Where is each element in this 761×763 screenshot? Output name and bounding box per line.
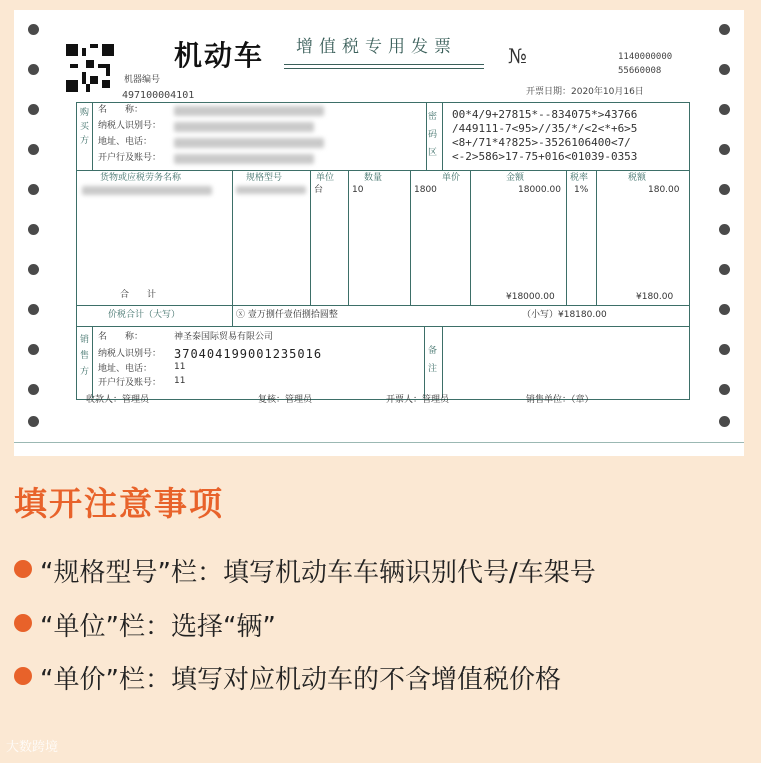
seller-taxid-value: 370404199001235016 (174, 347, 323, 361)
divider (596, 170, 597, 305)
note-item: “单价”栏：填写对应机动车的不含增值税价格 (40, 665, 561, 695)
punch-hole (719, 184, 730, 195)
total-label: 合 计 (120, 290, 157, 300)
punch-hole (719, 344, 730, 355)
total-amount: ¥18000.00 (506, 292, 555, 302)
bullet-icon (14, 614, 32, 632)
seller-bank-label: 开户行及账号： (98, 378, 162, 388)
buyer-address-label: 地址、电话： (98, 137, 153, 147)
grand-total-small: （小写）¥18180.00 (522, 310, 607, 320)
divider (76, 170, 690, 171)
col-unit: 单位 (316, 173, 335, 183)
note-item: “单位”栏：选择“辆” (40, 612, 276, 642)
divider (566, 170, 567, 305)
redacted-field (236, 186, 306, 194)
invoice-image (14, 10, 744, 456)
punch-hole (719, 64, 730, 75)
punch-hole (719, 224, 730, 235)
seller-address-label: 地址、电话： (98, 364, 153, 374)
item-qty: 10 (352, 185, 364, 195)
invoice-code: 1140000000 (618, 52, 673, 62)
punch-hole (719, 384, 730, 395)
punch-hole (719, 104, 730, 115)
punch-hole (28, 64, 39, 75)
bullet-icon (14, 667, 32, 685)
divider (92, 326, 93, 398)
divider (426, 102, 427, 170)
paper-bottom-line (14, 442, 744, 443)
redacted-field (174, 154, 314, 164)
punch-hole (28, 144, 39, 155)
redacted-field (82, 186, 212, 195)
col-amount: 金额 (506, 173, 525, 183)
notes-title: 填开注意事项 (14, 484, 224, 523)
redacted-field (174, 106, 324, 116)
machine-code-label: 机器编号 (124, 75, 161, 85)
invoice-subtitle: 增值税专用发票 (296, 37, 457, 57)
watermark: 大数跨境 (6, 740, 59, 755)
col-spec: 规格型号 (246, 173, 283, 183)
punch-hole (28, 224, 39, 235)
punch-hole (28, 24, 39, 35)
divider (310, 170, 311, 305)
col-rate: 税率 (570, 173, 589, 183)
bullet-icon (14, 560, 32, 578)
grand-total-words: ⓧ 壹万捌仟壹佰捌拾圆整 (236, 310, 338, 320)
item-amount: 18000.00 (518, 185, 561, 195)
issue-date: 开票日期：2020年10月16日 (526, 87, 644, 97)
buyer-taxid-label: 纳税人识别号： (98, 121, 162, 131)
seller-side-label: 销售方 (80, 335, 90, 377)
punch-hole (28, 264, 39, 275)
redacted-field (174, 138, 324, 148)
seller-seal: 销售单位：（章） (526, 395, 594, 405)
divider (232, 305, 233, 326)
divider (232, 170, 233, 305)
seller-name-label: 名 称： (98, 332, 144, 342)
col-tax: 税额 (628, 173, 647, 183)
invoice-number-symbol: № (508, 44, 527, 68)
subtitle-underline (284, 64, 484, 69)
issuer: 开票人：管理员 (386, 395, 450, 405)
payee: 收款人：管理员 (86, 395, 150, 405)
machine-code-value: 497100004101 (122, 90, 195, 101)
invoice-number: 55660008 (618, 66, 662, 76)
seller-address-value: 11 (174, 362, 186, 372)
reviewer: 复核：管理员 (258, 395, 313, 405)
punch-hole (28, 184, 39, 195)
col-qty: 数量 (364, 173, 383, 183)
item-tax: 180.00 (648, 185, 680, 195)
note-item: “规格型号”栏：填写机动车车辆识别代号/车架号 (40, 558, 596, 588)
punch-hole (28, 384, 39, 395)
redacted-field (174, 122, 314, 132)
punch-hole (28, 304, 39, 315)
col-goods: 货物或应税劳务名称 (100, 173, 182, 183)
divider (424, 326, 425, 398)
punch-hole (719, 416, 730, 427)
punch-hole (719, 24, 730, 35)
buyer-side-label: 购买方 (80, 108, 90, 146)
divider (470, 170, 471, 305)
divider (76, 326, 690, 327)
seller-bank-value: 11 (174, 376, 186, 386)
divider (442, 326, 443, 398)
punch-hole (28, 344, 39, 355)
qr-code-icon (66, 44, 114, 92)
item-price: 1800 (414, 185, 437, 195)
cipher-area-label: 密码区 (428, 112, 438, 158)
divider (76, 305, 690, 306)
divider (92, 102, 93, 170)
punch-hole (719, 304, 730, 315)
grand-total-label: 价税合计（大写） (108, 310, 181, 320)
divider (348, 170, 349, 305)
total-tax: ¥180.00 (636, 292, 674, 302)
punch-hole (719, 144, 730, 155)
cipher-text: 00*4/9+27815*--834075*>43766 /449111-7<95>//35/*/<2<*+6>5 <8+/71*4?825>-3526106400<7/ <-2>586>17-75+016<01039-0353 (452, 108, 638, 163)
divider (410, 170, 411, 305)
item-unit: 台 (314, 185, 324, 195)
divider (442, 102, 443, 170)
seller-taxid-label: 纳税人识别号： (98, 349, 162, 359)
remark-label: 备注 (428, 346, 438, 374)
col-price: 单价 (442, 173, 461, 183)
buyer-bank-label: 开户行及账号： (98, 153, 162, 163)
punch-hole (28, 416, 39, 427)
buyer-name-label: 名 称： (98, 105, 144, 115)
invoice-title: 机动车 (174, 39, 265, 72)
seller-name-value: 神圣泰国际贸易有限公司 (174, 332, 274, 342)
item-rate: 1% (574, 185, 589, 195)
punch-hole (719, 264, 730, 275)
punch-hole (28, 104, 39, 115)
